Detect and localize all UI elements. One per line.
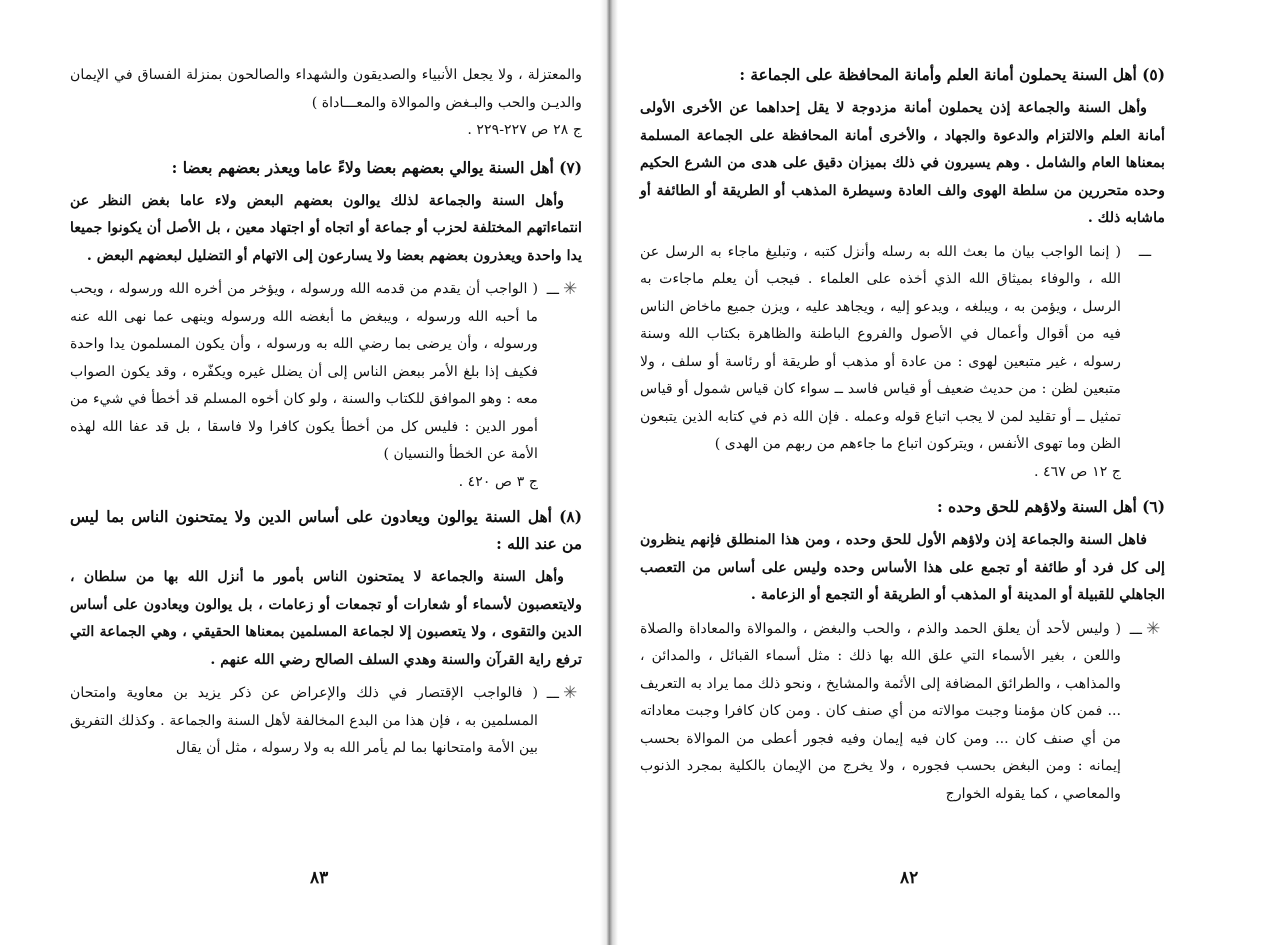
dash-marker: ـــ <box>1138 243 1152 260</box>
section-6-heading: (٦) أهل السنة ولاؤهم للحق وحده : <box>937 498 1165 516</box>
asterisk-icon: ✳ <box>563 683 578 703</box>
section-7-paragraph: وأهل السنة والجماعة لذلك يوالون بعضهم البعض ولاء عاما بغض النظر عن انتماءاتهم المختلفة لحزب أو جماعة أو اتجاه أو اجتهاد معين ، بل الأصل أن يكونوا جميعا يدا واحدة ويعذرون بعضهم بعضا ولا يسارعون إلى الاتهام أو التضليل لبعضهم البعض . <box>70 192 582 264</box>
section-8-paragraph: وأهل السنة والجماعة لا يمتحنون الناس بأمور ما أنزل الله بها من سلطان ، ولايتعصبون لأسماء أو شعارات أو تجمعات أو زعامات ، بل يوالون ويعادون على أساس الدين والتقوى ، ولا يتعصبون إلا لجماعة المسلمين بمعناها الحقيقي ، وهي الجماعة التي ترفع راية القرآن والسنة وهدي السلف الصالح رضي الله عنهم . <box>70 569 582 668</box>
quote-marker <box>1125 616 1165 645</box>
section-5-heading: (٥) أهل السنة يحملون أمانة العلم وأمانة المحافظة على الجماعة : <box>739 66 1165 84</box>
quote-marker <box>1125 239 1165 267</box>
dash-marker: ـــ <box>1129 621 1143 638</box>
page-number-left: ٨٣ <box>310 868 329 888</box>
section-6-quote-body: ( وليس لأحد أن يعلق الحمد والذم ، والحب والبغض ، والموالاة والمعاداة والصلاة واللعن ، بغير الأسماء التي علق الله بها ذلك : مثل أسماء القبائل ، والمدائن ، والمذاهب ، والطرائق المضافة إلى الأئمة والمشايخ ، ونحو ذلك مما يراد به التعريف ... فمن كان مؤمنا وجبت موالاته من أي صنف كان . ومن كان كافرا وجبت معاداته من أي صنف كان ... ومن كان فيه إيمان وفيه فجور أعطى من الموالاة بحسب إيمانه : ومن البغض بحسب فجوره ، ولا يخرج من الإيمان بالكلية بمجرد الذنوب والمعاصي ، كما يقوله الخوارج <box>640 620 1121 802</box>
continuation-reference: ج ٢٨ ص ٢٢٧-٢٢٩ . <box>467 122 582 138</box>
section-8-heading: (٨) أهل السنة يوالون ويعادون على أساس الدين ولا يمتحنون الناس بما ليس من عند الله : <box>70 508 582 553</box>
asterisk-icon: ✳ <box>1146 618 1161 639</box>
section-5-paragraph: وأهل السنة والجماعة إذن يحملون أمانة مزدوجة لا يقل إحداهما عن الأخرى الأولى أمانة العلم والالتزام والدعوة والجهاد ، والأخرى أمانة المحافظة على الجماعة المسلمة بمعناها العام والشامل . وهم يسيرون في ذلك بميزان دقيق على هدى من الشرع الحكيم وحده متحررين من سلطة الهوى والف العادة وسيطرة المذهب أو الطريقة أو الطائفة أو ماشابه ذلك . <box>640 100 1165 226</box>
section-7-heading: (٧) أهل السنة يوالي بعضهم بعضا ولاءً عاما ويعذر بعضهم بعضا : <box>171 158 582 177</box>
page-number-right: ٨٢ <box>900 868 919 888</box>
asterisk-icon: ✳ <box>563 279 578 299</box>
quote-marker <box>542 276 582 305</box>
right-page <box>640 62 1165 816</box>
section-8-quote <box>70 680 582 763</box>
section-6-paragraph: فاهل السنة والجماعة إذن ولاؤهم الأول للحق وحده ، ومن هذا المنطلق فإنهم ينظرون إلى كل فرد أو طائفة أو تجمع على هذا الأساس وحده وليس على أساس من التعصب الجاهلي للقبيلة أو المدينة أو المذهب أو الطريقة أو التجمع أو الزعامة . <box>640 532 1165 603</box>
section-5-quote <box>640 239 1165 487</box>
book-gutter <box>600 0 618 945</box>
dash-marker: ـــ <box>546 282 560 298</box>
section-5-quote-reference: ج ١٢ ص ٤٦٧ . <box>1033 463 1121 480</box>
continuation-body: والمعتزلة ، ولا يجعل الأنبياء والصديقون والشهداء والصالحون بمنزلة الفساق في الإيمان والديـن والحب والبـغض والموالاة والمعـــاداة ) <box>70 67 582 111</box>
quote-marker <box>542 680 582 709</box>
left-page <box>70 62 582 771</box>
section-7-quote <box>70 276 582 496</box>
section-7-quote-reference: ج ٣ ص ٤٢٠ . <box>458 473 538 490</box>
section-5-quote-body: ( إنما الواجب بيان ما بعث الله به رسله وأنزل كتبه ، وتبليغ ماجاء به الرسل عن الله ، والوفاء بميثاق الله الذي أخذه على العلماء . فيجب أن يعلم ماجاءت به الرسل ، ويؤمن به ، ويبلغه ، ويدعو إليه ، ويجاهد عليه ، ويزن جميع ماخاض الناس فيه من أقوال وأعمال في الأصول والفروع الباطنة والظاهرة بكتاب الله وسنة رسوله ، غير متبعين لهوى : من عادة أو مذهب أو طريقة أو رئاسة أو سلف ، ولا متبعين لظن : من حديث ضعيف أو قياس فاسد ــ سواء كان قياس شمول أو قياس تمثيل ــ أو تقليد لمن لا يجب اتباع قوله وعمله . فإن الله ذم في كتابه الذين يتبعون الظن وما تهوى الأنفس ، ويتركون اتباع ما جاءهم من ربهم من الهدى ) <box>640 243 1121 452</box>
section-7-quote-body: ( الواجب أن يقدم من قدمه الله ورسوله ، ويؤخر من أخره الله ورسوله ، ويحب ما أحبه الله ورسوله ، ويبغض ما أبغضه الله ورسوله وينهى عما نهى الله عنه ورسوله ، وأن يرضى بما رضي الله به ورسوله ، وأن يكون المسلمون يدا واحدة فكيف إذا بلغ الأمر ببعض الناس إلى أن يضلل غيره ويكفّره ، وقد يكون الصواب معه : وهو الموافق للكتاب والسنة ، ولو كان أخوه المسلم قد أخطأ في شيء من أمور الدين : فليس كل من أخطأ يكون كافرا ولا فاسقا ، بل قد عفا الله لهذه الأمة عن الخطأ والنسيان ) <box>70 281 538 462</box>
section-8-quote-body: ( فالواجب الإقتصار في ذلك والإعراض عن ذكر يزيد بن معاوية وامتحان المسلمين به ، فإن هذا من البدع المخالفة لأهل السنة والجماعة . وكذلك التفريق بين الأمة وامتحانها بما لم يأمر الله به ولا رسوله ، مثل أن يقال <box>70 685 538 756</box>
dash-marker: ـــ <box>546 686 560 702</box>
continuation-text <box>70 62 582 145</box>
section-6-quote <box>640 616 1165 809</box>
